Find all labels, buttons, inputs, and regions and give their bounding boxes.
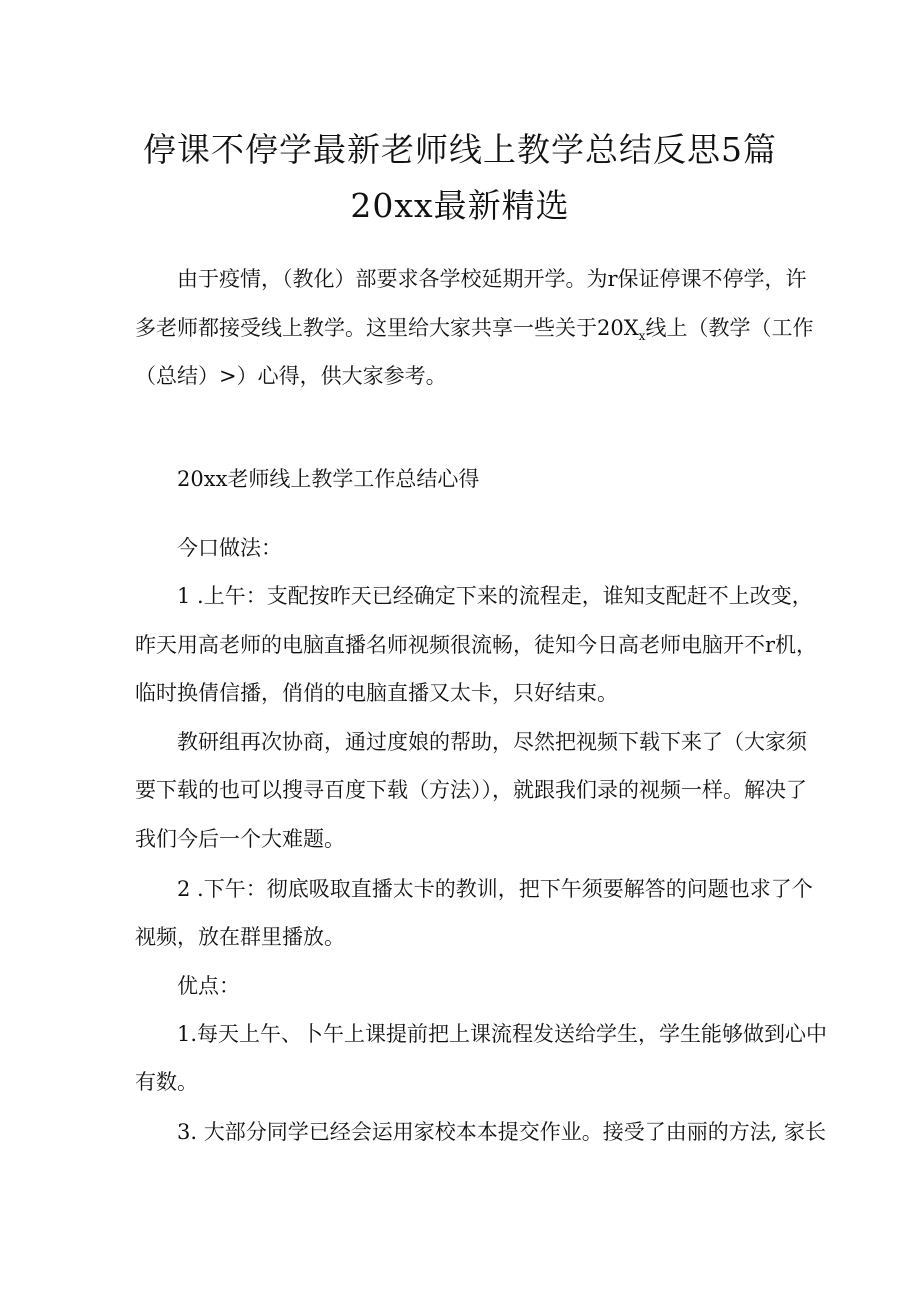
item-2-line-2: 视频，放在群里播放。	[135, 925, 345, 949]
intro-line-2-start: 多老师都接受线上教学。这里给大家共享一些关于20X	[135, 316, 639, 340]
intro-line-2	[135, 314, 813, 350]
practice-label: 今口做法：	[177, 536, 282, 560]
intro-line-2-subscript: x	[638, 329, 646, 344]
item-1-line-3: 临时换倩信播，俏俏的电脑直播又太卡，只好结束。	[135, 681, 618, 705]
intro-line-1: 由于疫情，（教化）部要求各学校延期开学。为r保证停课不停学，许	[177, 267, 807, 291]
paragraph-2-line-1: 教研组再次协商，通过度娘的帮助，尽然把视频下载下来了（大家须	[177, 730, 807, 754]
document-title-line-1: 停课不停学最新老师线上教学总结反思5篇	[143, 130, 777, 169]
item-2-line-1: 2 .下午：彻底吸取直播太卡的教训，把下午须要解答的问题也求了个	[177, 877, 813, 901]
paragraph-2-line-3: 我们今后一个大难题。	[135, 827, 345, 851]
document-title-line-2: 20xx最新精选	[350, 186, 570, 225]
advantage-1-line-2: 有数。	[135, 1070, 198, 1094]
intro-line-2-end: 线上（教学（工作	[645, 316, 814, 340]
paragraph-2-line-2: 要下载的也可以搜寻百度下载（方法）），就跟我们录的视频一样。解决了	[135, 778, 807, 802]
item-1-line-2: 昨天用高老师的电脑直播名师视频很流畅，徒知今日高老师电脑开不r机，	[135, 633, 818, 657]
item-1-line-1: 1 .上午：支配按昨天已经确定下来的流程走，谁知支配赶不上改变，	[177, 584, 813, 608]
advantage-3-line-1: 3. 大部分同学已经会运用家校本本提交作业。接受了由丽的方法, 家长	[177, 1120, 827, 1144]
section-heading: 20xx老师线上教学工作总结心得	[177, 467, 480, 491]
advantage-1-line-1: 1.每天上午、卜午上课提前把上课流程发送给学生，学生能够做到心中	[177, 1022, 828, 1046]
intro-line-3: （总结）>）心得，供大家参考。	[135, 364, 447, 388]
advantages-label: 优点：	[177, 974, 240, 998]
